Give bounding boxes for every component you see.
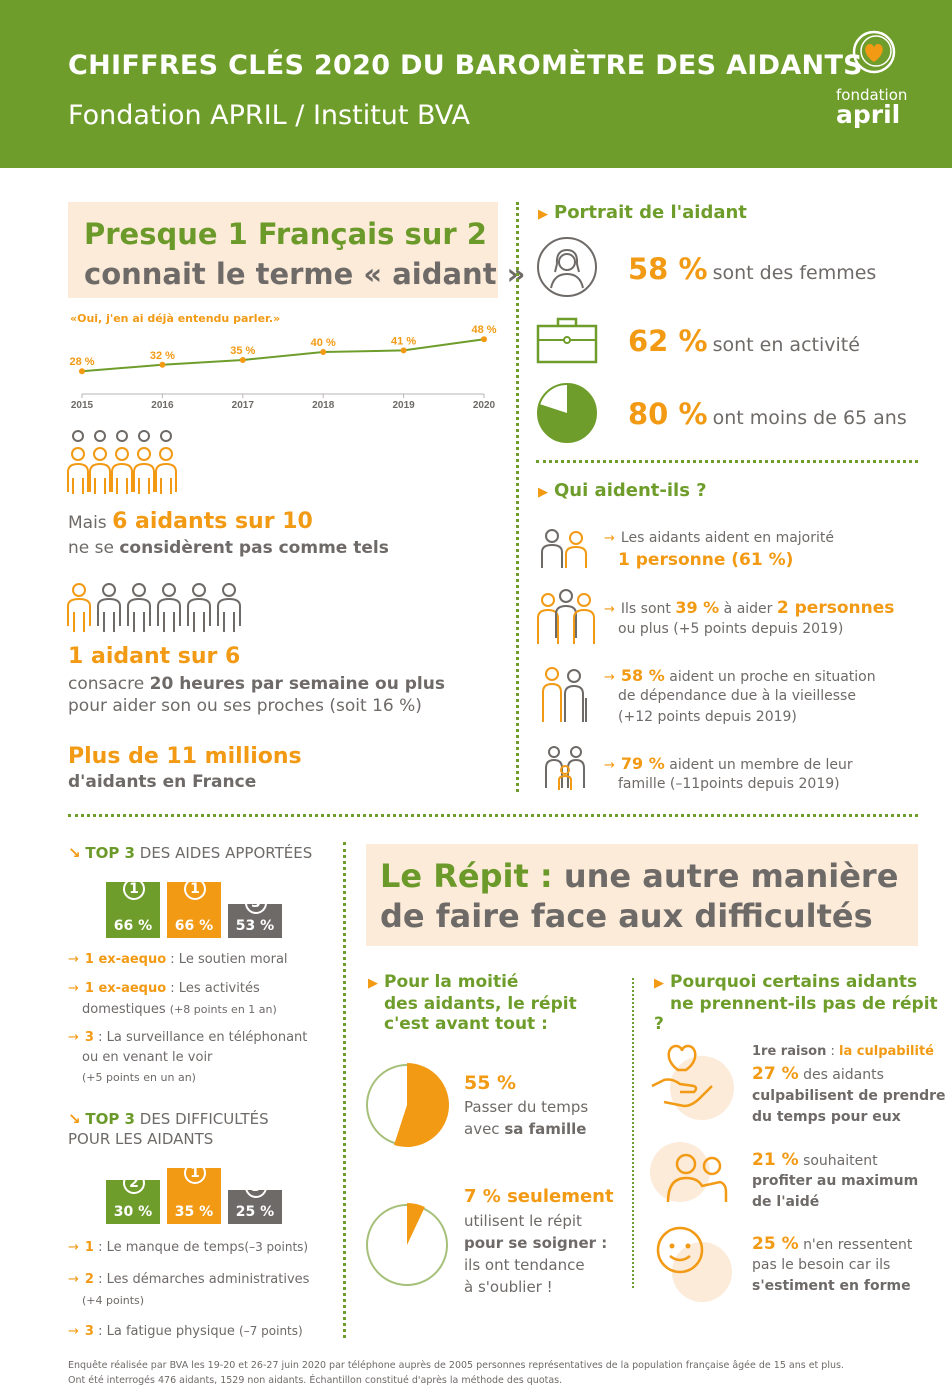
qui-item4-pct: 79 % bbox=[620, 754, 665, 773]
stat2-line1 bbox=[68, 674, 445, 694]
vertical-divider bbox=[516, 202, 519, 792]
qui-item2-b: à aider bbox=[723, 601, 773, 617]
repit-right-title-line2: ne prennent-ils pas de répit ? bbox=[654, 994, 938, 1034]
chart-point bbox=[481, 336, 487, 342]
header-banner bbox=[0, 0, 952, 168]
reason1-lead bbox=[752, 1044, 934, 1059]
portrait-title-text: Portrait de l'aidant bbox=[554, 202, 747, 223]
stat2-highlight: 1 aidant sur 6 bbox=[68, 644, 241, 669]
headline-line1: Presque 1 Français sur 2 bbox=[84, 217, 487, 251]
reason2-line3: de l'aidé bbox=[752, 1194, 820, 1210]
aides-rank-badge: 1 bbox=[184, 878, 206, 900]
stat2-line1-a: consacre bbox=[68, 674, 145, 694]
footer-line2: Ont été interrogés 476 aidants, 1529 non aidants. Échantillon constitué d'après la méthode des quotas. bbox=[68, 1375, 563, 1386]
qui-item2: → Ils sont 39 % à aider 2 personnes bbox=[604, 598, 895, 618]
stat1-line2 bbox=[68, 538, 389, 558]
chart-data-label: 32 % bbox=[149, 349, 175, 362]
stat1-line2-a: ne se bbox=[68, 538, 114, 558]
awareness-line-chart bbox=[66, 322, 506, 414]
reason3-line3: s'estiment en forme bbox=[752, 1278, 911, 1294]
portrait-title: ▶ Portrait de l'aidant bbox=[538, 202, 747, 223]
chart-data-label: 48 % bbox=[471, 324, 497, 337]
pie2-line1: utilisent le répit bbox=[464, 1212, 582, 1230]
qui-item3-line2: de dépendance due à la vieillesse bbox=[618, 688, 856, 704]
qui-item4-line2 bbox=[618, 776, 840, 792]
woman-icon bbox=[536, 236, 598, 298]
stat3-line2: d'aidants en France bbox=[68, 772, 257, 792]
difficultes-item-text: : Le manque de temps bbox=[98, 1240, 245, 1255]
difficultes-item-extra: (–3 points) bbox=[244, 1240, 309, 1254]
chart-point bbox=[320, 349, 326, 355]
difficultes-item-3: → 3 : La fatigue physique (–7 points) bbox=[68, 1324, 303, 1339]
repit-left-title-line1: Pour la moitié bbox=[384, 972, 519, 992]
aides-item-3-line2: ou en venant le voir bbox=[82, 1050, 213, 1065]
qui-item3: → 58 % aident un proche en situation bbox=[604, 666, 876, 685]
qui-item1-line1: Les aidants aident en majorité bbox=[620, 530, 834, 546]
aides-item-3: → 3 : La surveillance en téléphonant bbox=[68, 1030, 308, 1045]
stat3-highlight: Plus de 11 millions bbox=[68, 744, 302, 769]
pie1-line2-a: avec bbox=[464, 1120, 500, 1138]
difficultes-item-text: : La fatigue physique bbox=[98, 1324, 235, 1339]
difficultes-item-2: → 2 : Les démarches administratives bbox=[68, 1272, 310, 1287]
difficultes-item-2-extra: (+4 points) bbox=[82, 1294, 145, 1307]
difficultes-item-extra: (–7 points) bbox=[239, 1324, 303, 1338]
pie2-line3: ils ont tendance bbox=[464, 1256, 585, 1274]
repit-title-a: Le Répit : bbox=[380, 857, 553, 895]
aides-rank-badge: 3 bbox=[245, 892, 267, 914]
qui-item3-pct: 58 % bbox=[620, 666, 665, 685]
chart-tick-label: 2020 bbox=[472, 400, 496, 411]
difficultes-title: ↘ TOP 3 DES DIFFICULTÉS bbox=[68, 1110, 269, 1128]
reason1-pct: 27 % bbox=[752, 1064, 799, 1084]
qui-item2-line2-a: ou plus bbox=[618, 621, 669, 637]
repit-left-title: ▶ Pour la moitié des aidants, le répit c'est avant tout : bbox=[368, 972, 577, 1034]
qui-item4-a: aident un membre de leur bbox=[669, 757, 853, 773]
pie2-pct: 7 % seulement bbox=[464, 1186, 614, 1207]
aides-item-text: : Le soutien moral bbox=[170, 952, 288, 967]
chart-tick-label: 2019 bbox=[392, 400, 415, 411]
difficultes-rank-badge: 1 bbox=[184, 1162, 206, 1184]
aides-rank-badge: 1 bbox=[123, 878, 145, 900]
chart-tick-label: 2016 bbox=[151, 400, 174, 411]
aides-podium-value: 66 % bbox=[174, 918, 214, 934]
qui-item2-pct: 39 % bbox=[675, 598, 720, 617]
pie2-line2: pour se soigner : bbox=[464, 1234, 608, 1252]
stat1-line1 bbox=[68, 509, 313, 534]
chart-tick-label: 2015 bbox=[70, 400, 94, 411]
chart-data-label: 35 % bbox=[230, 345, 256, 357]
qui-item3-line3: (+12 points depuis 2019) bbox=[618, 709, 797, 725]
difficultes-rank-badge: 3 bbox=[245, 1176, 267, 1198]
reason3-text1: n'en ressentent bbox=[803, 1237, 913, 1253]
difficultes-item-lead: 3 bbox=[84, 1324, 94, 1339]
portrait-text-age: ont moins de 65 ans bbox=[712, 407, 907, 429]
pie-slice bbox=[407, 1203, 425, 1245]
repit-title-b: une autre manière bbox=[563, 857, 899, 895]
repit-title bbox=[380, 856, 898, 896]
six-people-icon bbox=[66, 582, 252, 634]
portrait-text-active: sont en activité bbox=[712, 334, 860, 356]
chart-data-label: 41 % bbox=[391, 335, 417, 348]
portrait-text-women: sont des femmes bbox=[712, 262, 877, 284]
pie2-line4: à s'oublier ! bbox=[464, 1278, 553, 1296]
difficultes-rank-badge: 2 bbox=[123, 1172, 145, 1194]
difficultes-podium-value: 25 % bbox=[235, 1204, 275, 1220]
chart-point bbox=[240, 357, 246, 363]
repit-left-title-line2: des aidants, le répit bbox=[384, 994, 577, 1014]
aides-item-lead: 1 ex-aequo bbox=[84, 981, 167, 996]
pie-famille-chart bbox=[362, 1060, 452, 1150]
people-group-icon bbox=[66, 428, 196, 500]
reason1-line2: culpabilisent de prendre bbox=[752, 1088, 946, 1104]
headline-line2: connait le terme « aidant » bbox=[84, 257, 526, 291]
portrait-item-age bbox=[628, 397, 907, 431]
portrait-pct-women: 58 % bbox=[628, 252, 708, 286]
chart-point bbox=[159, 362, 165, 368]
stat1-highlight: 6 aidants sur 10 bbox=[112, 509, 313, 534]
reason3-line1 bbox=[752, 1234, 912, 1254]
difficultes-item-lead: 2 bbox=[84, 1272, 94, 1287]
smiley-icon bbox=[650, 1222, 736, 1302]
reason3-line2: pas le besoin car ils bbox=[752, 1257, 891, 1273]
reason1-lead-rest: : bbox=[830, 1044, 835, 1059]
portrait-divider bbox=[536, 460, 918, 463]
difficultes-item-1: → 1 : Le manque de temps(–3 points) bbox=[68, 1240, 309, 1255]
chart-tick-label: 2018 bbox=[312, 400, 335, 411]
couple-icon bbox=[650, 1140, 736, 1210]
difficultes-title-bold: TOP 3 bbox=[85, 1110, 135, 1128]
aides-item-1: → 1 ex-aequo : Le soutien moral bbox=[68, 952, 288, 967]
reason2-pct: 21 % bbox=[752, 1150, 799, 1170]
qui-item2-c: 2 personnes bbox=[776, 598, 895, 618]
qui-title: ▶ Qui aident-ils ? bbox=[538, 480, 707, 501]
qui-item4: → 79 % aident un membre de leur bbox=[604, 754, 853, 773]
repit-divider bbox=[632, 978, 634, 1288]
chart-data-label: 28 % bbox=[69, 356, 95, 369]
reason2-line2: profiter au maximum bbox=[752, 1173, 919, 1189]
logo-text-april: april bbox=[836, 100, 901, 129]
repit-right-title-line1: Pourquoi certains aidants bbox=[670, 972, 918, 992]
aides-item-lead: 1 ex-aequo bbox=[84, 952, 167, 967]
portrait-item-women bbox=[628, 252, 876, 286]
qui-item1-line2: 1 personne (61 %) bbox=[618, 550, 794, 570]
reason2-text1: souhaitent bbox=[803, 1153, 878, 1169]
chart-tick-label: 2017 bbox=[231, 400, 254, 411]
caregiver-pair-icon bbox=[538, 528, 592, 572]
aides-podium-value: 53 % bbox=[235, 918, 275, 934]
page-title: CHIFFRES CLÉS 2020 DU BAROMÈTRE DES AIDANTS bbox=[68, 50, 863, 81]
difficultes-item-lead: 1 bbox=[84, 1240, 94, 1255]
stat2-line2: pour aider son ou ses proches (soit 16 %) bbox=[68, 696, 422, 716]
reason1-line1 bbox=[752, 1064, 884, 1084]
bottom-vertical-divider bbox=[343, 842, 346, 1338]
reason1-line3: du temps pour eux bbox=[752, 1109, 901, 1125]
pie1-line2 bbox=[464, 1120, 586, 1138]
difficultes-title-line2: POUR LES AIDANTS bbox=[68, 1130, 214, 1148]
difficultes-item-text: : Les démarches administratives bbox=[98, 1272, 310, 1287]
difficultes-podium-value: 35 % bbox=[174, 1204, 214, 1220]
qui-title-text: Qui aident-ils ? bbox=[554, 480, 707, 501]
heart-hand-icon bbox=[650, 1040, 736, 1122]
pie-slice bbox=[394, 1063, 449, 1147]
portrait-pct-age: 80 % bbox=[628, 397, 708, 431]
aides-item-2-line2 bbox=[82, 1002, 277, 1017]
chart-point bbox=[79, 368, 85, 374]
pie-icon bbox=[536, 382, 598, 444]
chart-quote: «Oui, j'en ai déjà entendu parler.» bbox=[70, 312, 281, 325]
aides-item-lead: 3 bbox=[84, 1030, 94, 1045]
horizontal-divider bbox=[68, 814, 918, 817]
qui-item3-a: aident un proche en situation bbox=[669, 669, 876, 685]
aides-item-text: : Les activités bbox=[170, 981, 260, 996]
aides-item-3-extra: (+5 points en un an) bbox=[82, 1071, 196, 1084]
qui-item2-a: Ils sont bbox=[620, 601, 671, 617]
family-icon bbox=[544, 744, 588, 792]
reason1-lead-text: 1re raison bbox=[752, 1044, 827, 1059]
aides-title: ↘ TOP 3 DES AIDES APPORTÉES bbox=[68, 844, 313, 862]
portrait-pct-active: 62 % bbox=[628, 324, 708, 358]
qui-item4-line2-a: famille bbox=[618, 776, 666, 792]
footer-line1: Enquête réalisée par BVA les 19-20 et 26-27 juin 2020 par téléphone auprès de 2005 personnes représentatives de la population française âgée de 15 ans et plus. bbox=[68, 1360, 844, 1371]
portrait-item-active bbox=[628, 324, 860, 358]
difficultes-podium-value: 30 % bbox=[113, 1204, 153, 1220]
aides-item-extra: (+8 points en 1 an) bbox=[169, 1003, 277, 1016]
pie1-pct: 55 % bbox=[464, 1072, 517, 1094]
reason3-pct: 25 % bbox=[752, 1234, 799, 1254]
repit-left-title-line3: c'est avant tout : bbox=[384, 1014, 548, 1034]
elderly-care-icon bbox=[540, 664, 590, 726]
reason1-highlight: la culpabilité bbox=[839, 1044, 935, 1059]
reason2-line1 bbox=[752, 1150, 878, 1170]
qui-item2-line2 bbox=[618, 621, 843, 637]
aides-podium-value: 66 % bbox=[113, 918, 153, 934]
aides-title-rest: DES AIDES APPORTÉES bbox=[139, 844, 313, 862]
chart-data-label: 40 % bbox=[310, 337, 336, 349]
qui-item1: → Les aidants aident en majorité bbox=[604, 530, 834, 546]
chart-point bbox=[401, 347, 407, 353]
family-group-icon bbox=[536, 588, 596, 646]
stat1-line2-b: considèrent pas comme tels bbox=[119, 538, 389, 558]
pie-soin-chart bbox=[362, 1200, 452, 1290]
difficultes-title-rest: DES DIFFICULTÉS bbox=[139, 1110, 269, 1128]
qui-item4-line2-b: (–11points depuis 2019) bbox=[669, 776, 840, 792]
repit-right-title: ▶ Pourquoi certains aidants ne prennent-ils pas de répit ? bbox=[654, 972, 938, 1034]
reason1-text1: des aidants bbox=[803, 1067, 884, 1083]
stat2-line1-b: 20 heures par semaine ou plus bbox=[149, 674, 445, 694]
repit-title-line2: de faire face aux difficultés bbox=[380, 897, 873, 935]
aides-item-text2: domestiques bbox=[82, 1002, 166, 1017]
briefcase-icon bbox=[536, 316, 598, 366]
aides-item-text: : La surveillance en téléphonant bbox=[98, 1030, 308, 1045]
pie1-line1: Passer du temps bbox=[464, 1098, 589, 1116]
stat1-prefix: Mais bbox=[68, 513, 107, 533]
chart-series-line bbox=[82, 339, 484, 371]
pie1-line2-b: sa famille bbox=[504, 1120, 587, 1138]
page-subtitle: Fondation APRIL / Institut BVA bbox=[68, 100, 470, 131]
aides-item-2: → 1 ex-aequo : Les activités bbox=[68, 981, 260, 996]
logo-text-fondation: fondation bbox=[836, 86, 908, 104]
qui-item2-line2-b: (+5 points depuis 2019) bbox=[673, 621, 844, 637]
aides-title-bold: TOP 3 bbox=[85, 844, 135, 862]
